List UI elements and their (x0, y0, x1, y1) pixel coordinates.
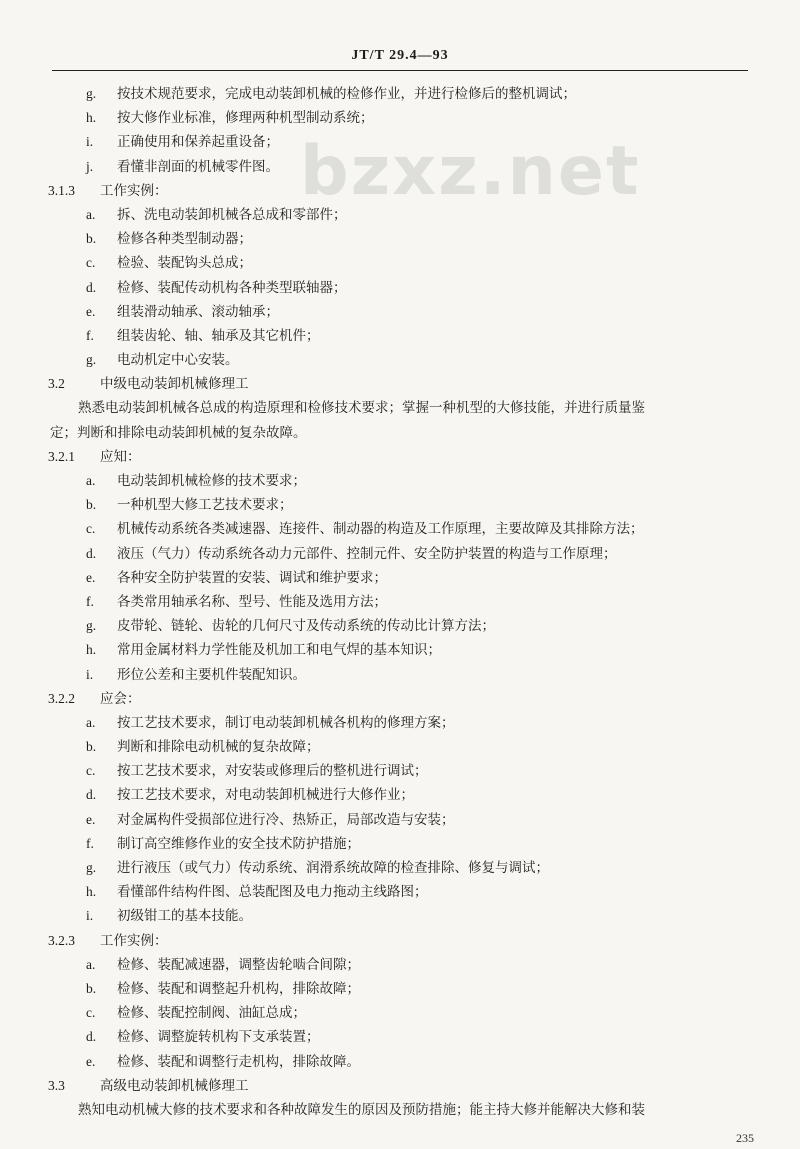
list-item-text: 检修、装配控制阀、油缸总成； (117, 1005, 306, 1022)
list-item-text: 检修各种类型制动器； (117, 231, 252, 248)
list-item-text: 组装滑动轴承、滚动轴承； (117, 303, 279, 320)
list-item-marker: b. (86, 739, 97, 755)
list-item-text: 按技术规范要求，完成电动装卸机械的检修作业，并进行检修后的整机调试； (117, 86, 576, 102)
list-item-marker: b. (86, 497, 97, 513)
list-item-text: 进行液压（或气力）传动系统、润滑系统故障的检查排除、修复与调试； (117, 860, 549, 876)
list-item (0, 517, 800, 541)
standard-code-header: JT/T 29.4—93 (351, 48, 449, 63)
list-item (0, 614, 800, 638)
list-item (0, 300, 800, 324)
list-item (0, 276, 800, 300)
list-item-text: 检修、调整旋转机构下支承装置； (117, 1029, 320, 1046)
list-item (0, 324, 800, 348)
list-item (0, 953, 800, 977)
list-item-marker: a. (86, 956, 96, 972)
list-item-text: 液压（气力）传动系统各动力元部件、控制元件、安全防护装置的构造与工作原理； (117, 545, 617, 562)
list-item (0, 566, 800, 590)
list-item (0, 783, 800, 807)
list-item-marker: e. (86, 303, 96, 319)
list-item-marker: c. (86, 255, 96, 271)
section-heading (0, 929, 800, 953)
paragraph-line: 熟悉电动装卸机械各总成的构造原理和检修技术要求；掌握一种机型的大修技能，并进行质量鉴 (78, 400, 645, 417)
section-heading (0, 687, 800, 711)
section-number: 3.2.2 (48, 690, 75, 706)
list-item-text: 按工艺技术要求，制订电动装卸机械各机构的修理方案； (117, 714, 455, 731)
section-heading (0, 179, 800, 203)
list-item (0, 759, 800, 783)
list-item-text: 检修、装配和调整行走机构，排除故障。 (117, 1053, 360, 1070)
list-item-marker: e. (86, 569, 96, 585)
section-title: 应知： (100, 448, 141, 465)
list-item-text: 各类常用轴承名称、型号、性能及选用方法； (117, 593, 387, 610)
list-item-text: 机械传动系统各类减速器、连接件、制动器的构造及工作原理，主要故障及其排除方法； (117, 521, 644, 538)
list-item-text: 组装齿轮、轴、轴承及其它机件； (117, 327, 320, 344)
list-item-marker: h. (86, 110, 97, 126)
list-item (0, 808, 800, 832)
list-item-text: 正确使用和保养起重设备； (117, 134, 279, 151)
list-item (0, 251, 800, 275)
page-number: 235 (736, 1131, 754, 1145)
list-item (0, 735, 800, 759)
list-item-text: 各种安全防护装置的安装、调试和维护要求； (117, 569, 387, 586)
list-item-text: 制订高空维修作业的安全技术防护措施； (117, 835, 360, 852)
list-item-marker: a. (86, 206, 96, 222)
section-title: 高级电动装卸机械修理工 (100, 1077, 249, 1094)
list-item-marker: i. (86, 134, 94, 150)
list-item (0, 130, 800, 154)
list-item-text: 检修、装配传动机构各种类型联轴器； (117, 279, 347, 296)
paragraph-line: 熟知电动机械大修的技术要求和各种故障发生的原因及预防措施；能主持大修并能解决大修和装 (78, 1101, 645, 1118)
list-item-marker: a. (86, 714, 96, 730)
list-item (0, 155, 800, 179)
list-item (0, 1025, 800, 1049)
list-item-marker: d. (86, 787, 97, 803)
section-heading (0, 372, 800, 396)
list-item (0, 1001, 800, 1025)
list-item-marker: b. (86, 231, 97, 247)
list-item (0, 203, 800, 227)
list-item (0, 832, 800, 856)
list-item-text: 对金属构件受损部位进行冷、热矫正，局部改造与安装； (117, 811, 455, 828)
section-heading (0, 1074, 800, 1098)
paragraph-line: 定；判断和排除电动装卸机械的复杂故障。 (50, 424, 307, 441)
section-title: 应会： (100, 690, 141, 707)
list-item-marker: e. (86, 811, 96, 827)
list-item-marker: c. (86, 763, 96, 779)
list-item (0, 880, 800, 904)
list-item-text: 看懂非剖面的机械零件图。 (117, 158, 279, 175)
list-item (0, 638, 800, 662)
list-item-marker: d. (86, 279, 97, 295)
list-item-marker: c. (86, 521, 96, 537)
watermark: bzxz.net (300, 132, 641, 211)
list-item (0, 590, 800, 614)
list-item-text: 电动装卸机械检修的技术要求； (117, 473, 306, 489)
list-item-marker: f. (86, 327, 94, 343)
list-item-text: 拆、洗电动装卸机械各总成和零部件； (117, 206, 347, 223)
list-item-marker: f. (86, 593, 94, 609)
list-item (0, 711, 800, 735)
section-number: 3.2.3 (48, 932, 75, 948)
list-item-marker: j. (86, 158, 94, 174)
list-item-text: 检验、装配钩头总成； (117, 255, 252, 272)
list-item-marker: h. (86, 642, 97, 658)
list-item-marker: i. (86, 666, 94, 682)
list-item-marker: i. (86, 908, 94, 924)
list-item (0, 348, 800, 372)
list-item-text: 初级钳工的基本技能。 (117, 908, 252, 925)
list-item-text: 按工艺技术要求，对电动装卸机械进行大修作业； (117, 787, 414, 804)
section-title: 工作实例： (100, 932, 168, 949)
list-item-marker: a. (86, 473, 96, 488)
list-item-text: 检修、装配和调整起升机构，排除故障； (117, 980, 360, 997)
list-item-text: 按大修作业标准，修理两种机型制动系统； (117, 110, 374, 127)
list-item (0, 227, 800, 251)
list-item-text: 看懂部件结构件图、总装配图及电力拖动主线路图； (117, 884, 428, 901)
list-item (0, 663, 800, 687)
list-item-marker: g. (86, 618, 97, 634)
list-item (0, 82, 800, 106)
list-item-text: 常用金属材料力学性能及机加工和电气焊的基本知识； (117, 642, 441, 659)
list-item-marker: e. (86, 1053, 96, 1069)
list-item (0, 1050, 800, 1074)
list-item (0, 977, 800, 1001)
list-item-marker: f. (86, 835, 94, 851)
list-item-text: 电动机定中心安装。 (117, 352, 239, 369)
section-number: 3.1.3 (48, 182, 75, 198)
list-item-text: 检修、装配减速器，调整齿轮啮合间隙； (117, 956, 360, 973)
list-item-text: 按工艺技术要求，对安装或修理后的整机进行调试； (117, 763, 428, 780)
list-item-text: 皮带轮、链轮、齿轮的几何尺寸及传动系统的传动比计算方法； (117, 618, 495, 635)
section-heading (0, 445, 800, 469)
header-rule (52, 70, 748, 71)
document-body (0, 82, 800, 1122)
list-item (0, 106, 800, 130)
list-item-marker: g. (86, 860, 97, 875)
list-item (0, 904, 800, 928)
section-title: 工作实例： (100, 182, 168, 199)
list-item-marker: c. (86, 1005, 96, 1021)
section-number: 3.2.1 (48, 448, 75, 464)
list-item-text: 判断和排除电动机械的复杂故障； (117, 739, 320, 756)
list-item-marker: b. (86, 980, 97, 996)
list-item-text: 一种机型大修工艺技术要求； (117, 497, 293, 514)
list-item (0, 469, 800, 493)
list-item (0, 856, 800, 880)
list-item-text: 形位公差和主要机件装配知识。 (117, 666, 306, 683)
list-item-marker: d. (86, 545, 97, 561)
list-item (0, 493, 800, 517)
list-item-marker: h. (86, 884, 97, 900)
list-item-marker: g. (86, 86, 97, 101)
section-number: 3.2 (48, 376, 65, 392)
list-item-marker: g. (86, 352, 97, 368)
list-item (0, 542, 800, 566)
section-title: 中级电动装卸机械修理工 (100, 376, 249, 393)
section-number: 3.3 (48, 1077, 65, 1093)
list-item-marker: d. (86, 1029, 97, 1045)
